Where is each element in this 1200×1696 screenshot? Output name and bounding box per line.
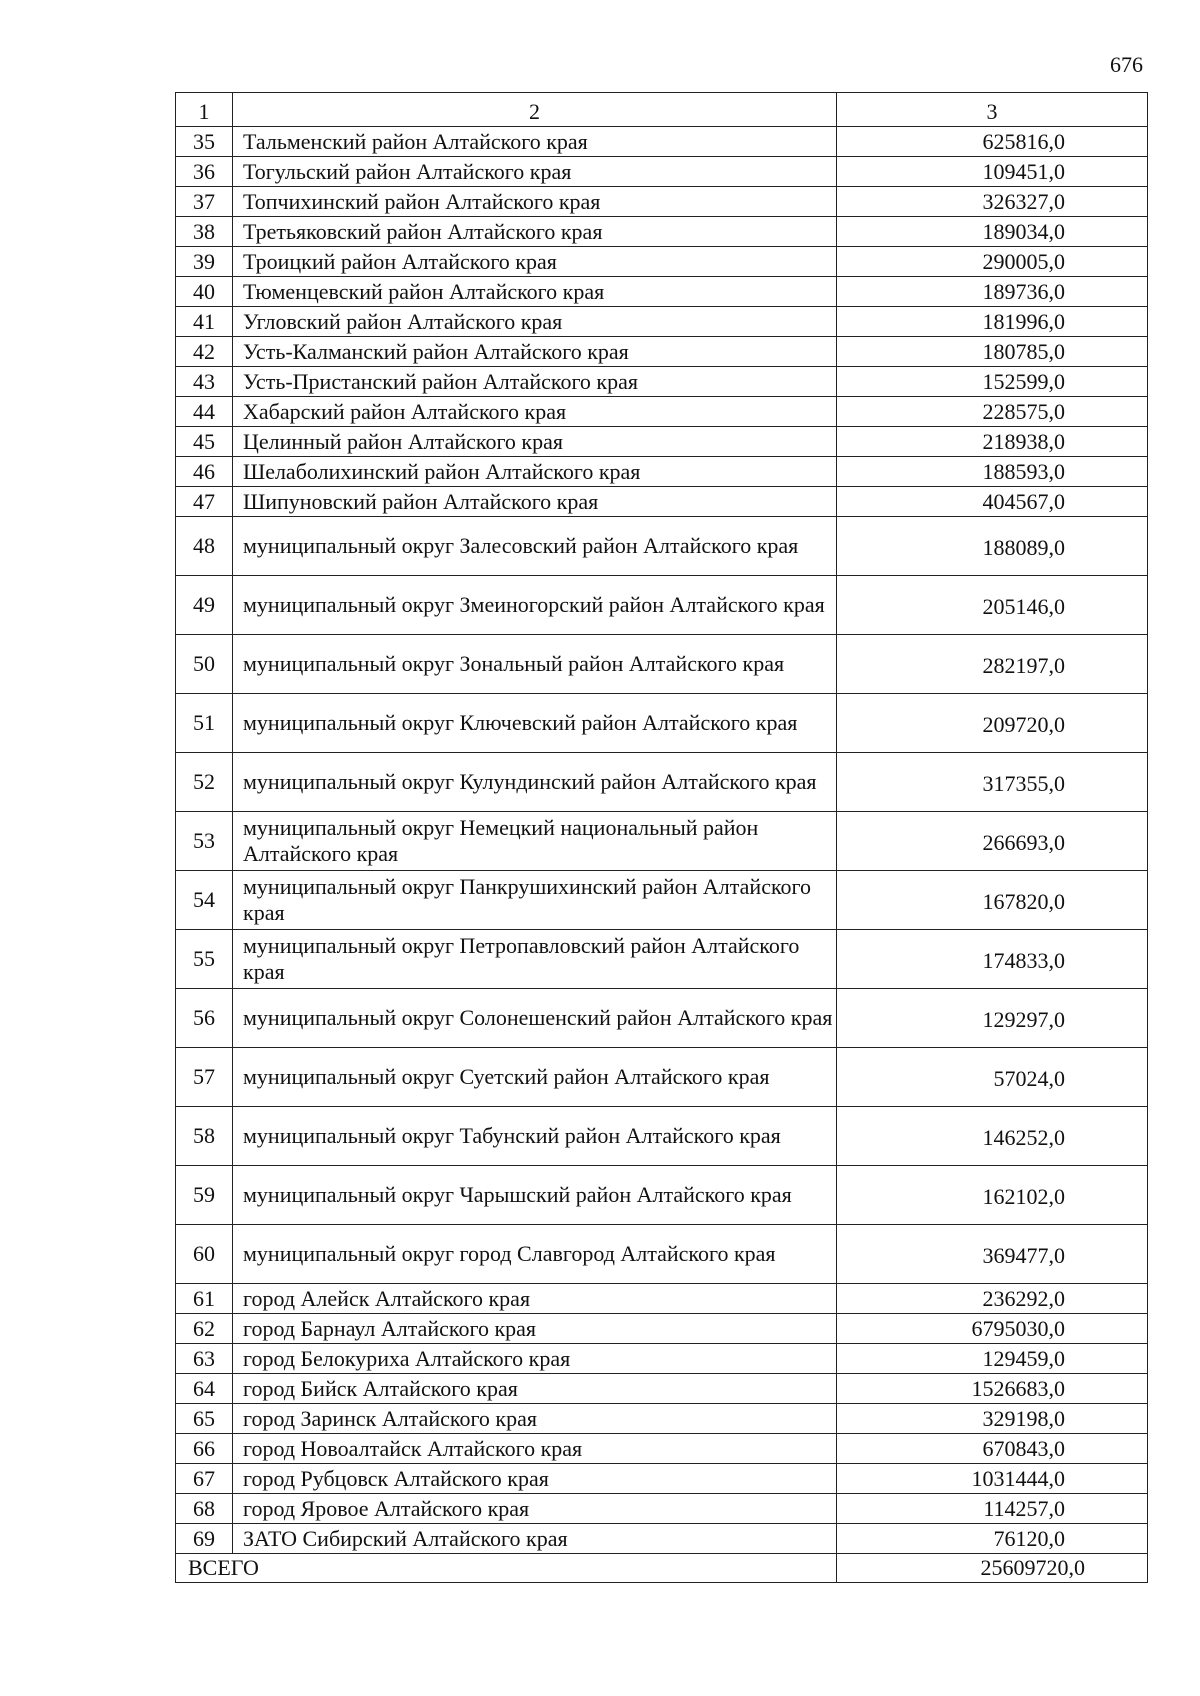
table-row [176, 1494, 1148, 1524]
table-row [176, 812, 1148, 871]
municipality-name-cell: муниципальный округ Кулундинский район Алтайского края [233, 753, 837, 812]
table-row [176, 1107, 1148, 1166]
amount-cell: 189034,0 [837, 217, 1148, 247]
row-number-cell: 63 [176, 1344, 233, 1374]
municipality-name-cell: муниципальный округ Петропавловский район Алтайского края [233, 930, 837, 989]
municipality-name-cell: муниципальный округ Панкрушихинский район Алтайского края [233, 871, 837, 930]
row-number-cell: 35 [176, 127, 233, 157]
row-number-cell: 52 [176, 753, 233, 812]
amount-cell: 109451,0 [837, 157, 1148, 187]
municipality-name-cell: Тогульский район Алтайского края [233, 157, 837, 187]
amount-cell: 326327,0 [837, 187, 1148, 217]
row-number-cell: 60 [176, 1225, 233, 1284]
row-number-cell: 37 [176, 187, 233, 217]
amount-cell: 146252,0 [837, 1107, 1148, 1166]
municipality-name-cell: Шипуновский район Алтайского края [233, 487, 837, 517]
table-row [176, 989, 1148, 1048]
amount-cell: 174833,0 [837, 930, 1148, 989]
table-row [176, 871, 1148, 930]
municipality-name-cell: муниципальный округ Табунский район Алтайского края [233, 1107, 837, 1166]
amount-cell: 317355,0 [837, 753, 1148, 812]
header-cell-2: 2 [233, 93, 837, 127]
row-number-cell: 55 [176, 930, 233, 989]
municipality-name-cell: муниципальный округ Ключевский район Алтайского края [233, 694, 837, 753]
row-number-cell: 67 [176, 1464, 233, 1494]
amount-cell: 228575,0 [837, 397, 1148, 427]
municipality-name-cell: Целинный район Алтайского края [233, 427, 837, 457]
row-number-cell: 68 [176, 1494, 233, 1524]
table-row [176, 277, 1148, 307]
total-row [176, 1554, 1148, 1583]
municipality-name-cell: Топчихинский район Алтайского края [233, 187, 837, 217]
row-number-cell: 38 [176, 217, 233, 247]
amount-cell: 57024,0 [837, 1048, 1148, 1107]
amount-cell: 329198,0 [837, 1404, 1148, 1434]
row-number-cell: 49 [176, 576, 233, 635]
amount-cell: 205146,0 [837, 576, 1148, 635]
table-row [176, 1314, 1148, 1344]
table-row [176, 157, 1148, 187]
table-row [176, 187, 1148, 217]
row-number-cell: 53 [176, 812, 233, 871]
table-row [176, 694, 1148, 753]
amount-cell: 189736,0 [837, 277, 1148, 307]
amount-cell: 290005,0 [837, 247, 1148, 277]
table-row [176, 517, 1148, 576]
row-number-cell: 64 [176, 1374, 233, 1404]
municipality-name-cell: город Новоалтайск Алтайского края [233, 1434, 837, 1464]
amount-cell: 6795030,0 [837, 1314, 1148, 1344]
row-number-cell: 50 [176, 635, 233, 694]
row-number-cell: 58 [176, 1107, 233, 1166]
amount-cell: 218938,0 [837, 427, 1148, 457]
table-row [176, 1284, 1148, 1314]
row-number-cell: 40 [176, 277, 233, 307]
table-row [176, 397, 1148, 427]
row-number-cell: 51 [176, 694, 233, 753]
table-row [176, 247, 1148, 277]
municipality-name-cell: муниципальный округ город Славгород Алтайского края [233, 1225, 837, 1284]
table-row [176, 307, 1148, 337]
table-row [176, 337, 1148, 367]
row-number-cell: 69 [176, 1524, 233, 1554]
municipality-name-cell: Тюменцевский район Алтайского края [233, 277, 837, 307]
amount-cell: 404567,0 [837, 487, 1148, 517]
municipality-name-cell: Троицкий район Алтайского края [233, 247, 837, 277]
row-number-cell: 43 [176, 367, 233, 397]
amount-cell: 1031444,0 [837, 1464, 1148, 1494]
municipality-name-cell: муниципальный округ Залесовский район Алтайского края [233, 517, 837, 576]
table-body [176, 93, 1148, 1583]
page-number: 676 [1110, 52, 1143, 77]
table-row [176, 1048, 1148, 1107]
municipality-name-cell: Усть-Калманский район Алтайского края [233, 337, 837, 367]
row-number-cell: 54 [176, 871, 233, 930]
total-label: ВСЕГО [176, 1554, 837, 1583]
table-row [176, 1344, 1148, 1374]
municipality-name-cell: город Заринск Алтайского края [233, 1404, 837, 1434]
amount-cell: 236292,0 [837, 1284, 1148, 1314]
amount-cell: 129459,0 [837, 1344, 1148, 1374]
municipality-name-cell: Угловский район Алтайского края [233, 307, 837, 337]
amount-cell: 181996,0 [837, 307, 1148, 337]
table-row [176, 1166, 1148, 1225]
table-row [176, 576, 1148, 635]
municipality-name-cell: город Белокуриха Алтайского края [233, 1344, 837, 1374]
row-number-cell: 46 [176, 457, 233, 487]
table-row [176, 127, 1148, 157]
table-row [176, 1374, 1148, 1404]
amount-cell: 76120,0 [837, 1524, 1148, 1554]
municipality-name-cell: муниципальный округ Змеиногорский район Алтайского края [233, 576, 837, 635]
table-header-row [176, 93, 1148, 127]
amount-cell: 152599,0 [837, 367, 1148, 397]
amount-cell: 114257,0 [837, 1494, 1148, 1524]
amount-cell: 1526683,0 [837, 1374, 1148, 1404]
row-number-cell: 48 [176, 517, 233, 576]
row-number-cell: 57 [176, 1048, 233, 1107]
table-row [176, 1225, 1148, 1284]
row-number-cell: 45 [176, 427, 233, 457]
table-row [176, 1404, 1148, 1434]
municipality-name-cell: город Яровое Алтайского края [233, 1494, 837, 1524]
row-number-cell: 62 [176, 1314, 233, 1344]
amount-cell: 369477,0 [837, 1225, 1148, 1284]
table-row [176, 217, 1148, 247]
row-number-cell: 47 [176, 487, 233, 517]
municipality-name-cell: Усть-Пристанский район Алтайского края [233, 367, 837, 397]
table-row [176, 457, 1148, 487]
row-number-cell: 36 [176, 157, 233, 187]
amount-cell: 282197,0 [837, 635, 1148, 694]
municipality-name-cell: ЗАТО Сибирский Алтайского края [233, 1524, 837, 1554]
row-number-cell: 41 [176, 307, 233, 337]
amount-cell: 129297,0 [837, 989, 1148, 1048]
table-row [176, 427, 1148, 457]
table-row [176, 1524, 1148, 1554]
amount-cell: 188593,0 [837, 457, 1148, 487]
row-number-cell: 59 [176, 1166, 233, 1225]
municipality-name-cell: город Барнаул Алтайского края [233, 1314, 837, 1344]
row-number-cell: 61 [176, 1284, 233, 1314]
row-number-cell: 56 [176, 989, 233, 1048]
table-row [176, 1464, 1148, 1494]
municipality-name-cell: муниципальный округ Немецкий национальный район Алтайского края [233, 812, 837, 871]
municipality-name-cell: город Рубцовск Алтайского края [233, 1464, 837, 1494]
table-row [176, 1434, 1148, 1464]
table-row [176, 930, 1148, 989]
table-row [176, 753, 1148, 812]
amount-cell: 188089,0 [837, 517, 1148, 576]
municipality-name-cell: Шелаболихинский район Алтайского края [233, 457, 837, 487]
total-amount: 25609720,0 [837, 1554, 1148, 1583]
row-number-cell: 44 [176, 397, 233, 427]
row-number-cell: 42 [176, 337, 233, 367]
municipality-name-cell: муниципальный округ Суетский район Алтайского края [233, 1048, 837, 1107]
amount-cell: 266693,0 [837, 812, 1148, 871]
table-row [176, 635, 1148, 694]
municipality-name-cell: город Бийск Алтайского края [233, 1374, 837, 1404]
amount-cell: 180785,0 [837, 337, 1148, 367]
amount-cell: 209720,0 [837, 694, 1148, 753]
header-cell-1: 1 [176, 93, 233, 127]
municipality-name-cell: Тальменский район Алтайского края [233, 127, 837, 157]
municipality-name-cell: Третьяковский район Алтайского края [233, 217, 837, 247]
amount-cell: 162102,0 [837, 1166, 1148, 1225]
table-row [176, 367, 1148, 397]
row-number-cell: 39 [176, 247, 233, 277]
municipality-name-cell: город Алейск Алтайского края [233, 1284, 837, 1314]
amount-cell: 625816,0 [837, 127, 1148, 157]
amount-cell: 670843,0 [837, 1434, 1148, 1464]
table-row [176, 487, 1148, 517]
municipality-name-cell: муниципальный округ Зональный район Алтайского края [233, 635, 837, 694]
amount-cell: 167820,0 [837, 871, 1148, 930]
row-number-cell: 65 [176, 1404, 233, 1434]
header-cell-3: 3 [837, 93, 1148, 127]
row-number-cell: 66 [176, 1434, 233, 1464]
municipality-name-cell: муниципальный округ Чарышский район Алтайского края [233, 1166, 837, 1225]
allocation-table [175, 92, 1148, 1583]
municipality-name-cell: Хабарский район Алтайского края [233, 397, 837, 427]
municipality-name-cell: муниципальный округ Солонешенский район Алтайского края [233, 989, 837, 1048]
